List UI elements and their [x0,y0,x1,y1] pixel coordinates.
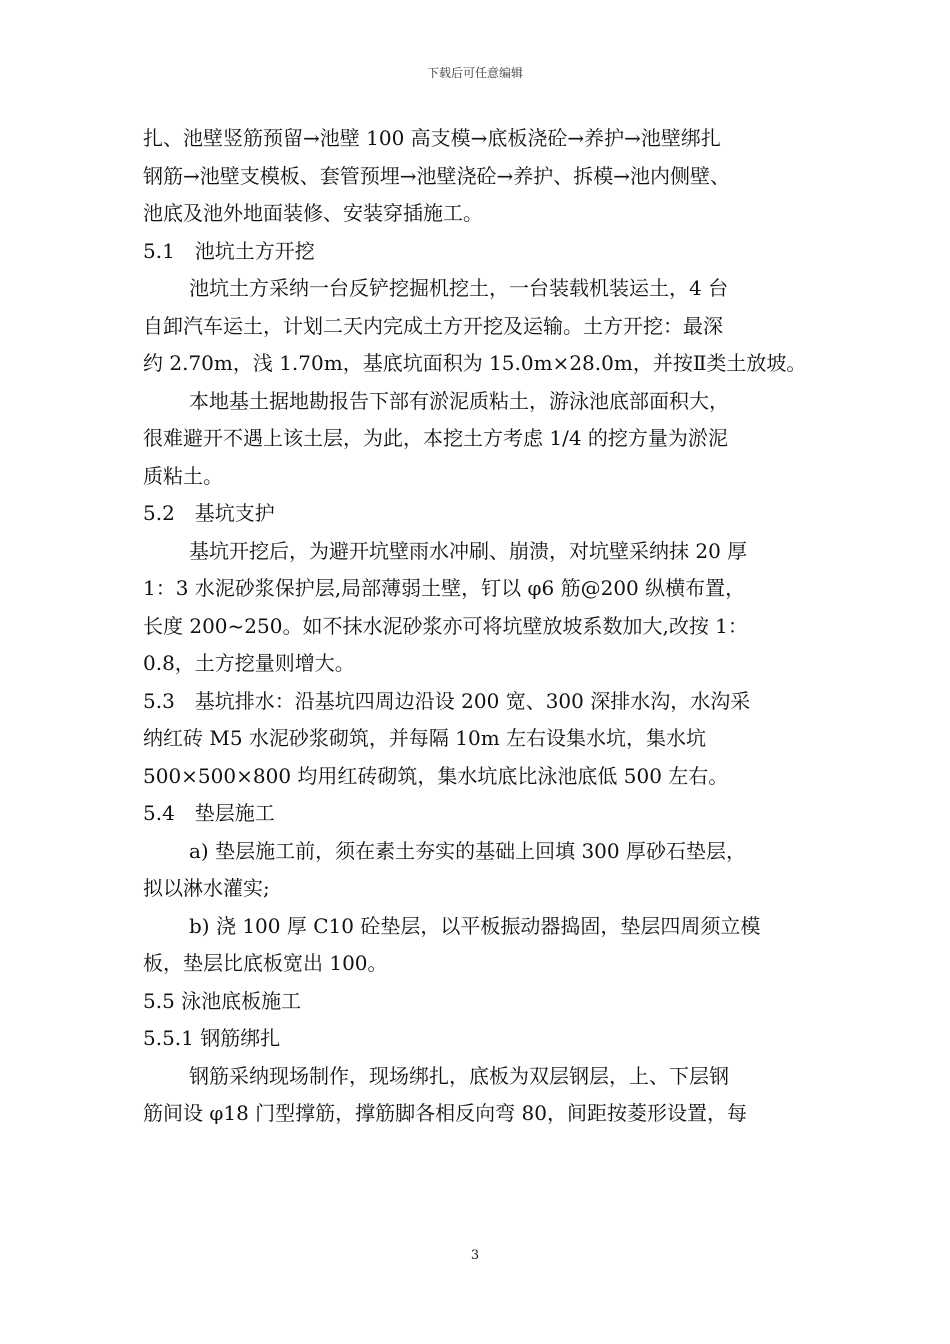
text-line: 很难避开不遇上该土层，为此，本挖土方考虑 1/4 的挖方量为淤泥 [143,426,728,450]
text-line: 板，垫层比底板宽出 100。 [143,951,388,975]
text-line: 5.3 基坑排水：沿基坑四周边沿设 200 宽、300 深排水沟，水沟采 [143,688,751,713]
text-line: 0.8，土方挖量则增大。 [143,651,355,675]
text-line: 5.5 泳池底板施工 [143,988,302,1013]
document-body [143,120,808,1133]
text-line: 长度 200~250。如不抹水泥砂浆亦可将坑壁放坡系数加大,改按 1： [143,613,748,638]
text-line: 拟以淋水灌实; [143,876,270,900]
page-number: 3 [470,1248,480,1263]
text-line: a) 垫层施工前，须在素土夯实的基础上回填 300 厚砂石垫层， [189,838,746,863]
text-line: 纳红砖 M5 水泥砂浆砌筑，并每隔 10m 左右设集水坑，集水坑 [143,726,707,750]
text-line: 筋间设 φ18 门型撑筋，撑筋脚各相反向弯 80，间距按菱形设置，每 [143,1101,747,1125]
text-line: 5.5.1 钢筋绑扎 [143,1026,281,1050]
text-line: 钢筋采纳现场制作，现场绑扎，底板为双层钢层，上、下层钢 [189,1063,729,1088]
text-line: 自卸汽车运土，计划二天内完成土方开挖及运输。土方开挖：最深 [143,313,723,338]
text-line: 扎、池壁竖筋预留→池壁 100 高支模→底板浇砼→养护→池壁绑扎 [143,126,721,150]
text-line: 500×500×800 均用红砖砌筑，集水坑底比泳池底低 500 左右。 [143,763,729,788]
text-line: 1：3 水泥砂浆保护层,局部薄弱土壁，钉以 φ6 筋@200 纵横布置， [143,576,746,600]
text-line: 质粘土。 [143,463,223,488]
text-line: b) 浇 100 厚 C10 砼垫层，以平板振动器捣固，垫层四周须立模 [189,913,761,938]
page-header: 下载后可任意编辑 [426,66,523,80]
text-line: 池坑土方采纳一台反铲挖掘机挖土，一台装载机装运土，4 台 [189,276,729,300]
text-line: 5.1 池坑土方开挖 [143,238,315,263]
text-line: 约 2.70m，浅 1.70m，基底坑面积为 15.0m×28.0m，并按Ⅱ类土放坡。 [143,351,807,375]
text-line: 基坑开挖后，为避开坑壁雨水冲刷、崩溃，对坑壁采纳抹 20 厚 [189,538,748,563]
text-line: 本地基土据地勘报告下部有淤泥质粘土，游泳池底部面积大， [189,388,729,413]
text-line: 5.4 垫层施工 [143,801,275,825]
text-line: 池底及池外地面装修、安装穿插施工。 [143,201,483,225]
text-line: 5.2 基坑支护 [143,501,275,525]
text-line: 钢筋→池壁支模板、套管预埋→池壁浇砼→养护、拆模→池内侧壁、 [143,163,731,188]
